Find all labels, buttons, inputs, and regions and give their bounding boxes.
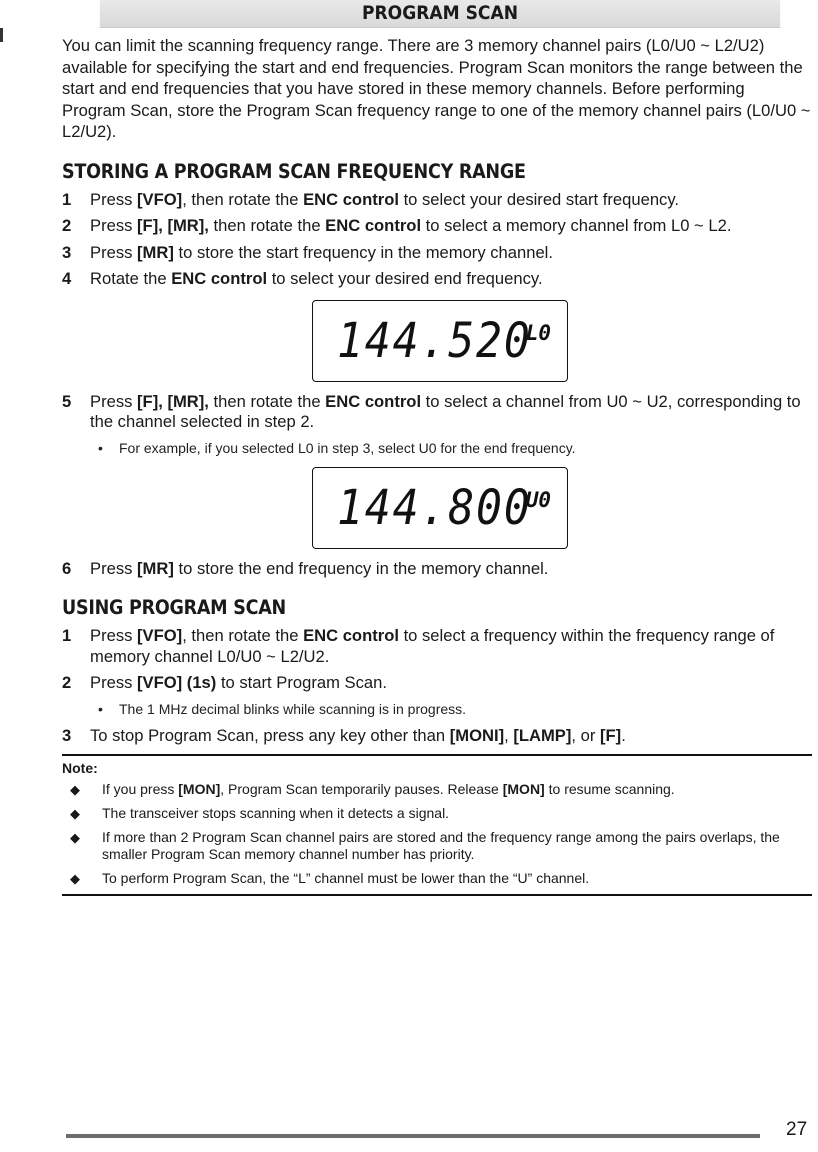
section-title: PROGRAM SCAN <box>361 2 519 24</box>
step-text: To stop Program Scan, press any key other than [MONI], [LAMP], or [F]. <box>90 725 626 745</box>
step-number: 2 <box>62 216 72 235</box>
key-label: [F], [MR], <box>137 391 209 411</box>
step-text: Press [F], [MR], then rotate the ENC control to select a channel from U0 ~ U2, corresponding to the channel selected in step 2. <box>90 391 801 431</box>
storing-step <box>62 559 812 580</box>
step-text: Press [VFO], then rotate the ENC control to select your desired start frequency. <box>90 189 680 209</box>
page-content <box>62 35 812 896</box>
section-header <box>100 0 780 28</box>
lcd-display-start <box>312 300 568 382</box>
note-item <box>62 781 812 798</box>
storing-step <box>62 392 812 433</box>
bullet-dot-icon: • <box>98 439 103 456</box>
note-text: To perform Program Scan, the “L” channel must be lower than the “U” channel. <box>102 870 590 886</box>
note-label: Note: <box>62 760 98 776</box>
lcd-channel: L0 <box>525 320 551 345</box>
page-number: 27 <box>786 1119 808 1140</box>
step-number: 1 <box>62 189 72 209</box>
using-step <box>62 626 812 667</box>
using-heading: USING PROGRAM SCAN <box>62 596 286 619</box>
note-item <box>62 870 812 887</box>
note-text: If more than 2 Program Scan channel pairs are stored and the frequency range among the pairs overlaps, the smaller Program Scan memory channel number has priority. <box>102 829 780 862</box>
diamond-bullet-icon: ◆ <box>70 871 80 886</box>
note-box <box>62 754 812 896</box>
key-label: [MON] <box>178 781 221 797</box>
step-number: 2 <box>62 673 72 692</box>
diamond-bullet-icon: ◆ <box>70 830 80 845</box>
bullet-dot-icon: • <box>98 700 103 717</box>
key-label: ENC control <box>325 216 422 235</box>
footer-rule <box>66 1134 760 1138</box>
lcd-channel: U0 <box>525 487 551 512</box>
key-label: ENC control <box>325 391 422 411</box>
step-text: Press [F], [MR], then rotate the ENC control to select a memory channel from L0 ~ L2. <box>90 216 732 235</box>
key-label: [LAMP] <box>513 725 572 745</box>
step-number: 5 <box>62 391 72 411</box>
lcd-frequency: 144.800 <box>337 479 532 536</box>
using-step <box>62 726 812 747</box>
step-number: 6 <box>62 558 72 578</box>
step-text: Rotate the ENC control to select your desired end frequency. <box>90 269 543 288</box>
key-label: [MR] <box>137 558 174 578</box>
note-item <box>62 829 812 863</box>
key-label: [F], [MR], <box>137 216 209 235</box>
key-label: [VFO] <box>137 626 183 645</box>
storing-step <box>62 243 812 264</box>
bullet-text: The 1 MHz decimal blinks while scanning is in progress. <box>119 700 467 717</box>
note-item <box>62 805 812 822</box>
step-bullet <box>62 439 812 457</box>
key-label: [MONI] <box>449 725 505 745</box>
key-label: [F] <box>600 725 622 745</box>
storing-step <box>62 190 812 211</box>
step-number: 3 <box>62 725 72 745</box>
step-bullet <box>62 700 812 718</box>
lcd-display-end <box>312 467 568 549</box>
step-number: 3 <box>62 242 72 262</box>
note-text: The transceiver stops scanning when it detects a signal. <box>102 805 450 821</box>
storing-step <box>62 216 812 237</box>
key-label: [VFO] (1s) <box>137 673 217 692</box>
diamond-bullet-icon: ◆ <box>70 806 80 821</box>
key-label: ENC control <box>303 626 399 645</box>
storing-heading: STORING A PROGRAM SCAN FREQUENCY RANGE <box>62 159 526 183</box>
edge-mark <box>0 28 3 42</box>
step-text: Press [VFO] (1s) to start Program Scan. <box>90 673 387 692</box>
storing-step <box>62 269 812 290</box>
key-label: [MR] <box>137 242 174 262</box>
intro-paragraph: You can limit the scanning frequency range. There are 3 memory channel pairs (L0/U0 ~ L2/U2) available for specifying the start and end frequencies. Program Scan monitors the range between the start and end frequencies that you have stored in these memory channels. Before performing Program Scan, store the Program Scan frequency range to one of the memory channel pairs (L0/U0 ~ L2/U2). <box>62 36 811 141</box>
step-number: 4 <box>62 269 72 288</box>
using-step <box>62 673 812 694</box>
key-label: ENC control <box>303 189 399 209</box>
step-number: 1 <box>62 626 72 645</box>
note-divider <box>62 894 812 896</box>
step-text: Press [MR] to store the start frequency in the memory channel. <box>90 242 553 262</box>
step-text: Press [MR] to store the end frequency in the memory channel. <box>90 558 549 578</box>
key-label: [VFO] <box>137 189 183 209</box>
note-text: If you press [MON], Program Scan temporarily pauses. Release [MON] to resume scanning. <box>102 781 675 797</box>
key-label: [MON] <box>502 781 545 797</box>
lcd-frequency: 144.520 <box>337 312 532 369</box>
diamond-bullet-icon: ◆ <box>70 782 80 797</box>
step-text: Press [VFO], then rotate the ENC control to select a frequency within the frequency range of memory channel L0/U0 ~ L2/U2. <box>90 626 775 666</box>
key-label: ENC control <box>171 269 268 288</box>
bullet-text: For example, if you selected L0 in step 3, select U0 for the end frequency. <box>119 439 576 456</box>
